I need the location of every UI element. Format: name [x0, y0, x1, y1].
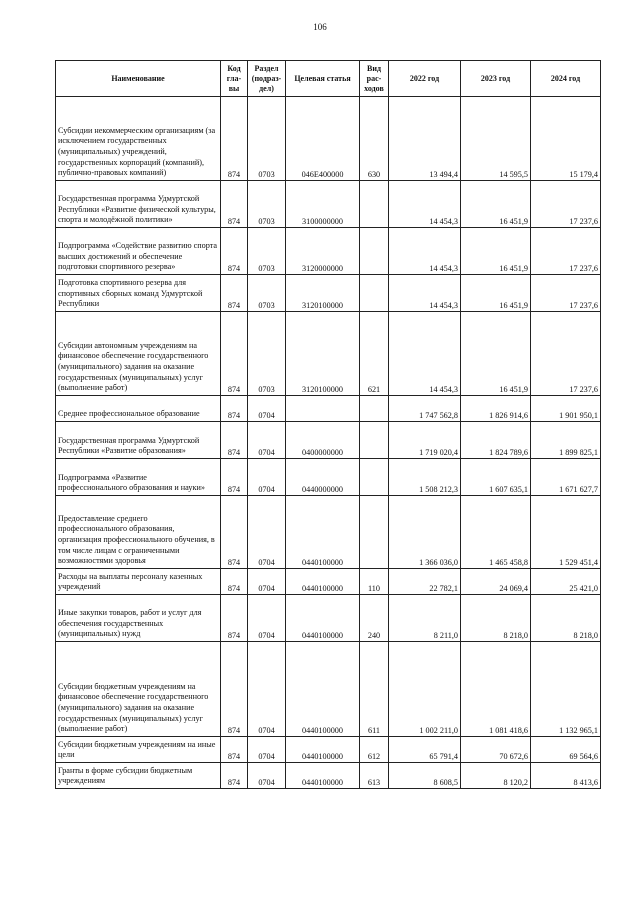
- row-value-2024: 15 179,4: [531, 97, 601, 181]
- row-expense: [360, 459, 389, 496]
- page-number: 106: [313, 22, 327, 32]
- row-value-2024: 17 237,6: [531, 312, 601, 396]
- row-chapter: 874: [221, 97, 248, 181]
- table-row: [56, 496, 601, 569]
- row-value-2022: 1 747 562,8: [389, 396, 461, 422]
- row-target: 3120100000: [286, 312, 360, 396]
- row-value-2022: 13 494,4: [389, 97, 461, 181]
- row-name: Подпрограмма «Развитие профессионального образования и науки»: [56, 459, 221, 496]
- header-chapter: Код гла- вы: [221, 61, 248, 97]
- row-expense: [360, 396, 389, 422]
- row-section: 0703: [248, 312, 286, 396]
- table-row: [56, 595, 601, 642]
- row-value-2024: 69 564,6: [531, 737, 601, 763]
- row-expense: [360, 228, 389, 275]
- row-value-2023: 1 465 458,8: [461, 496, 531, 569]
- row-name: Среднее профессиональное образование: [56, 396, 221, 422]
- row-section: 0704: [248, 396, 286, 422]
- row-value-2024: 1 529 451,4: [531, 496, 601, 569]
- row-value-2023: 70 672,6: [461, 737, 531, 763]
- table-row: [56, 422, 601, 459]
- row-chapter: 874: [221, 312, 248, 396]
- row-name: Субсидии бюджетным учреждениям на иные цели: [56, 737, 221, 763]
- row-value-2022: 1 002 211,0: [389, 642, 461, 737]
- row-chapter: 874: [221, 275, 248, 312]
- row-chapter: 874: [221, 569, 248, 595]
- row-value-2022: 22 782,1: [389, 569, 461, 595]
- table-row: [56, 737, 601, 763]
- header-target: Целевая статья: [286, 61, 360, 97]
- row-section: 0704: [248, 737, 286, 763]
- row-chapter: 874: [221, 496, 248, 569]
- row-expense: [360, 496, 389, 569]
- header-row: [56, 61, 601, 97]
- row-chapter: 874: [221, 228, 248, 275]
- row-value-2024: 8 413,6: [531, 763, 601, 789]
- table-row: [56, 569, 601, 595]
- row-section: 0704: [248, 496, 286, 569]
- table-row: [56, 97, 601, 181]
- row-section: 0704: [248, 459, 286, 496]
- row-value-2024: 25 421,0: [531, 569, 601, 595]
- row-section: 0703: [248, 275, 286, 312]
- row-chapter: 874: [221, 595, 248, 642]
- row-value-2022: 1 719 020,4: [389, 422, 461, 459]
- row-name: Иные закупки товаров, работ и услуг для обеспечения государственных (муниципальных) нужд: [56, 595, 221, 642]
- row-expense: [360, 181, 389, 228]
- row-expense: 630: [360, 97, 389, 181]
- header-2024: 2024 год: [531, 61, 601, 97]
- budget-table: [55, 60, 601, 789]
- row-value-2024: 1 671 627,7: [531, 459, 601, 496]
- row-section: 0703: [248, 181, 286, 228]
- row-target: 046E400000: [286, 97, 360, 181]
- row-value-2023: 8 218,0: [461, 595, 531, 642]
- row-target: 3100000000: [286, 181, 360, 228]
- row-name: Гранты в форме субсидии бюджетным учреждениям: [56, 763, 221, 789]
- row-value-2022: 14 454,3: [389, 181, 461, 228]
- row-value-2022: 14 454,3: [389, 228, 461, 275]
- row-value-2023: 1 081 418,6: [461, 642, 531, 737]
- row-name: Государственная программа Удмуртской Республики «Развитие образования»: [56, 422, 221, 459]
- row-target: 0400000000: [286, 422, 360, 459]
- row-section: 0704: [248, 763, 286, 789]
- row-name: Предоставление среднего профессионального образования, организация профессионального обучения, в том числе лицам с ограниченными возможностями здоровья: [56, 496, 221, 569]
- row-name: Подготовка спортивного резерва для спортивных сборных команд Удмуртской Республики: [56, 275, 221, 312]
- row-value-2024: 17 237,6: [531, 228, 601, 275]
- row-value-2022: 14 454,3: [389, 312, 461, 396]
- row-value-2023: 1 826 914,6: [461, 396, 531, 422]
- row-value-2022: 65 791,4: [389, 737, 461, 763]
- row-value-2022: 8 211,0: [389, 595, 461, 642]
- row-target: 0440100000: [286, 737, 360, 763]
- row-expense: [360, 275, 389, 312]
- row-value-2024: 1 901 950,1: [531, 396, 601, 422]
- row-section: 0704: [248, 595, 286, 642]
- row-name: Подпрограмма «Содействие развитию спорта высших достижений и обеспечение подготовки спортивного резерва»: [56, 228, 221, 275]
- row-target: 0440100000: [286, 595, 360, 642]
- header-expense: Вид рас- ходов: [360, 61, 389, 97]
- row-name: Субсидии бюджетным учреждениям на финансовое обеспечение государственного (муниципального) задания на оказание государственных (муниципальных) услуг (выполнение работ): [56, 642, 221, 737]
- row-name: Субсидии некоммерческим организациям (за исключением государственных (муниципальных) учреждений, государственных корпораций (компаний), публично-правовых компаний): [56, 97, 221, 181]
- row-name: Государственная программа Удмуртской Республики «Развитие физической культуры, спорта и молодёжной политики»: [56, 181, 221, 228]
- table-row: [56, 459, 601, 496]
- row-value-2023: 1 607 635,1: [461, 459, 531, 496]
- table-row: [56, 181, 601, 228]
- table-row: [56, 228, 601, 275]
- row-section: 0704: [248, 569, 286, 595]
- row-value-2023: 14 595,5: [461, 97, 531, 181]
- row-target: [286, 396, 360, 422]
- row-target: 0440000000: [286, 459, 360, 496]
- row-target: 0440100000: [286, 642, 360, 737]
- row-target: 3120100000: [286, 275, 360, 312]
- row-chapter: 874: [221, 422, 248, 459]
- row-value-2023: 16 451,9: [461, 228, 531, 275]
- row-name: Расходы на выплаты персоналу казенных учреждений: [56, 569, 221, 595]
- row-target: 3120000000: [286, 228, 360, 275]
- row-target: 0440100000: [286, 496, 360, 569]
- row-name: Субсидии автономным учреждениям на финансовое обеспечение государственного (муниципального) задания на оказание государственных (муниципальных) услуг (выполнение работ): [56, 312, 221, 396]
- row-expense: 611: [360, 642, 389, 737]
- row-section: 0703: [248, 97, 286, 181]
- row-value-2024: 8 218,0: [531, 595, 601, 642]
- row-chapter: 874: [221, 737, 248, 763]
- table-row: [56, 275, 601, 312]
- row-value-2024: 1 899 825,1: [531, 422, 601, 459]
- row-value-2023: 16 451,9: [461, 275, 531, 312]
- row-section: 0704: [248, 642, 286, 737]
- row-chapter: 874: [221, 459, 248, 496]
- row-value-2022: 8 608,5: [389, 763, 461, 789]
- row-value-2024: 1 132 965,1: [531, 642, 601, 737]
- row-value-2023: 1 824 789,6: [461, 422, 531, 459]
- row-expense: 612: [360, 737, 389, 763]
- header-2022: 2022 год: [389, 61, 461, 97]
- row-chapter: 874: [221, 763, 248, 789]
- row-expense: [360, 422, 389, 459]
- row-chapter: 874: [221, 396, 248, 422]
- header-name: Наименование: [56, 61, 221, 97]
- row-value-2024: 17 237,6: [531, 275, 601, 312]
- row-expense: 110: [360, 569, 389, 595]
- row-chapter: 874: [221, 181, 248, 228]
- header-2023: 2023 год: [461, 61, 531, 97]
- row-value-2023: 8 120,2: [461, 763, 531, 789]
- row-expense: 240: [360, 595, 389, 642]
- row-section: 0704: [248, 422, 286, 459]
- header-section: Раздел (подраз- дел): [248, 61, 286, 97]
- row-expense: 621: [360, 312, 389, 396]
- row-target: 0440100000: [286, 569, 360, 595]
- row-value-2023: 24 069,4: [461, 569, 531, 595]
- row-section: 0703: [248, 228, 286, 275]
- row-target: 0440100000: [286, 763, 360, 789]
- table-row: [56, 642, 601, 737]
- table-row: [56, 763, 601, 789]
- row-value-2022: 1 508 212,3: [389, 459, 461, 496]
- row-value-2022: 14 454,3: [389, 275, 461, 312]
- row-value-2023: 16 451,9: [461, 181, 531, 228]
- row-chapter: 874: [221, 642, 248, 737]
- row-value-2022: 1 366 036,0: [389, 496, 461, 569]
- table-row: [56, 396, 601, 422]
- row-value-2024: 17 237,6: [531, 181, 601, 228]
- row-value-2023: 16 451,9: [461, 312, 531, 396]
- row-expense: 613: [360, 763, 389, 789]
- table-row: [56, 312, 601, 396]
